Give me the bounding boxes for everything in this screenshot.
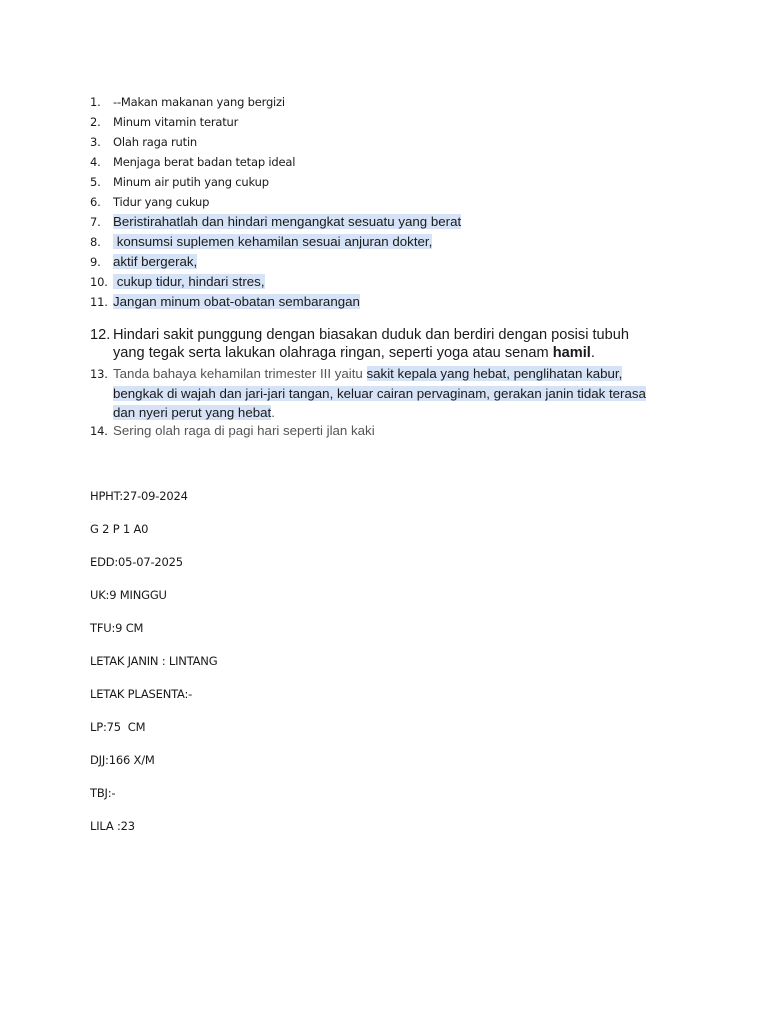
list-number: 11. [90, 295, 108, 309]
list-text: Minum vitamin teratur [113, 115, 239, 129]
info-uk: UK:9 MINGGU [90, 588, 167, 602]
list-number: 6. [90, 195, 101, 209]
punctuation: . [271, 405, 275, 420]
list-number: 8. [90, 235, 101, 249]
list-number: 4. [90, 155, 101, 169]
list-number: 2. [90, 115, 101, 129]
list-text: Tidur yang cukup [113, 195, 210, 209]
info-tfu: TFU:9 CM [90, 621, 144, 635]
list-number: 13. [90, 367, 108, 381]
info-djj: DJJ:166 X/M [90, 753, 155, 767]
list-text-line: Hindari sakit punggung dengan biasakan duduk dan berdiri dengan posisi tubuh [113, 327, 630, 343]
list-number: 14. [90, 424, 108, 438]
info-edd: EDD:05-07-2025 [90, 555, 183, 569]
info-hpht: HPHT:27-09-2024 [90, 489, 188, 503]
list-text: Menjaga berat badan tetap ideal [113, 155, 296, 169]
list-number: 3. [90, 135, 101, 149]
list-text: --Makan makanan yang bergizi [113, 95, 285, 109]
info-tbj: TBJ:- [90, 786, 116, 800]
info-lila: LILA :23 [90, 819, 135, 833]
list-number: 7. [90, 215, 101, 229]
list-item [90, 326, 680, 362]
list-number: 9. [90, 255, 101, 269]
highlighted-text: bengkak di wajah dan jari-jari tangan, keluar cairan pervaginam, gerakan janin tidak terasa [113, 385, 646, 401]
info-letak-janin: LETAK JANIN : LINTANG [90, 654, 218, 668]
highlighted-text: dan nyeri perut yang hebat [113, 405, 272, 420]
list-text: Sering olah raga di pagi hari seperti jlan kaki [113, 423, 375, 438]
emphasis-text: hamil [552, 345, 591, 361]
list-text: Jangan minum obat-obatan sembarangan [113, 294, 360, 309]
list-text: Beristirahatlah dan hindari mengangkat sesuatu yang berat [113, 214, 462, 229]
list-text-line: yang tegak serta lakukan olahraga ringan, seperti yoga atau senam [113, 345, 553, 361]
info-gpa: G 2 P 1 A0 [90, 522, 149, 536]
punctuation: . [590, 345, 595, 361]
list-text: Minum air putih yang cukup [113, 175, 269, 189]
highlighted-text: sakit kepala yang hebat, penglihatan kabur, [366, 366, 623, 381]
list-item [90, 364, 680, 424]
list-number: 1. [90, 95, 101, 109]
list-number: 12. [90, 327, 111, 343]
list-text: Olah raga rutin [113, 135, 198, 149]
info-lp: LP:75 CM [90, 720, 146, 734]
list-text: konsumsi suplemen kehamilan sesuai anjuran dokter, [113, 234, 433, 249]
list-text: Tanda bahaya kehamilan trimester III yaitu [113, 366, 367, 381]
list-number: 10. [90, 275, 108, 289]
list-number: 5. [90, 175, 101, 189]
info-letak-plasenta: LETAK PLASENTA:- [90, 687, 193, 701]
list-text: aktif bergerak, [113, 254, 198, 269]
list-text: cukup tidur, hindari stres, [113, 274, 265, 289]
